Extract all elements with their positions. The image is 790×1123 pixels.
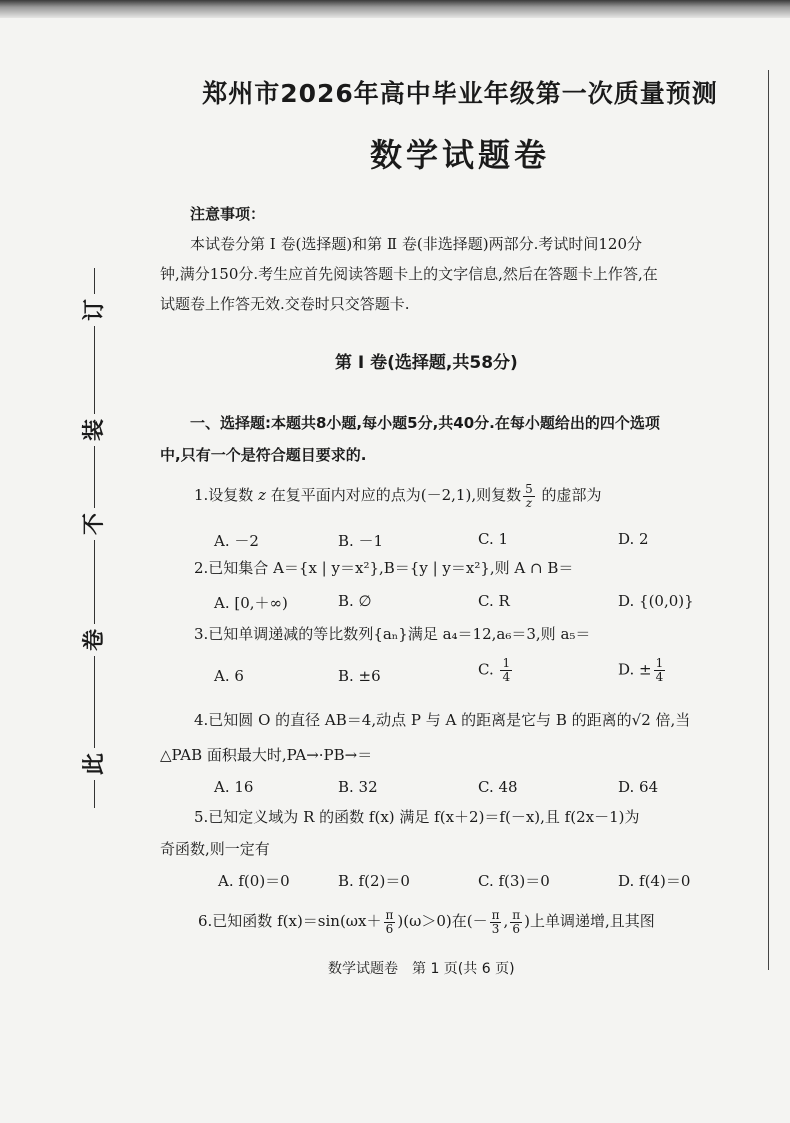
option-b: B. 32 <box>338 778 378 796</box>
section-instruction: 中,只有一个是符合题目要求的. <box>160 446 367 464</box>
option-b: B. ∅ <box>338 592 372 610</box>
sqrt-2: √2 <box>631 711 651 729</box>
question-4 <box>194 703 690 737</box>
notice-line: 试题卷上作答无效.交卷时只交答题卡. <box>160 295 410 313</box>
question-6 <box>198 904 655 938</box>
numerator: 1 <box>502 656 511 670</box>
binding-char: 不 <box>79 508 111 540</box>
denominator: 3 <box>491 921 500 936</box>
option-c: C. 1 <box>478 530 509 548</box>
fraction <box>510 909 522 936</box>
option-label: D. ± <box>618 660 652 679</box>
option-d <box>618 657 667 684</box>
denominator: z <box>525 495 533 510</box>
notice-line: 本试卷分第 Ⅰ 卷(选择题)和第 Ⅱ 卷(非选择题)两部分.考试时间120分 <box>190 235 643 253</box>
binding-char: 卷 <box>79 624 111 656</box>
q6-text: , <box>503 912 509 930</box>
option-a: A. 16 <box>214 778 254 796</box>
option-b: B. ±6 <box>338 667 381 685</box>
q6-text: 6.已知函数 f(x)＝sin(ωx＋ <box>198 912 382 930</box>
option-c <box>478 657 514 684</box>
q4-text: 倍,当 <box>650 711 691 729</box>
q4-text: 4.已知圆 O 的直径 AB＝4,动点 P 与 A 的距离是它与 B 的距离的 <box>194 711 632 729</box>
notice-line: 钟,满分150分.考生应首先阅读答题卡上的文字信息,然后在答题卡上作答,在 <box>160 265 658 283</box>
fraction <box>500 657 512 684</box>
scan-top-edge <box>0 0 790 18</box>
question-5-cont: 奇函数,则一定有 <box>160 840 270 858</box>
page-footer: 数学试题卷 第 1 页(共 6 页) <box>328 961 515 977</box>
q1-text: 1.设复数 <box>194 486 259 504</box>
notice-heading: 注意事项： <box>190 205 266 223</box>
denominator: 6 <box>512 921 521 936</box>
numerator: 5 <box>525 481 533 496</box>
option-a: A. －2 <box>214 532 259 550</box>
numerator: 1 <box>655 656 664 670</box>
question-1 <box>194 478 602 512</box>
option-d: D. 64 <box>618 778 659 796</box>
section-instruction: 一、选择题:本题共8小题,每小题5分,共40分.在每小题给出的四个选项 <box>190 414 660 432</box>
denominator: 4 <box>502 670 511 684</box>
option-c: C. 48 <box>478 778 518 796</box>
fraction <box>384 909 396 936</box>
numerator: π <box>491 907 500 922</box>
fraction <box>654 657 666 684</box>
option-a: A. f(0)＝0 <box>218 872 290 890</box>
q1-text: 在复平面内对应的点为(－2,1),则复数 <box>266 486 522 504</box>
option-a: A. [0,＋∞) <box>214 594 288 612</box>
denominator: 6 <box>385 921 394 936</box>
question-2: 2.已知集合 A＝{x | y＝x²},B＝{y | y＝x²},则 A ∩ B＝ <box>194 559 574 577</box>
question-5: 5.已知定义域为 R 的函数 f(x) 满足 f(x＋2)＝f(－x),且 f(2x－1)为 <box>194 808 640 826</box>
q6-text: )上单调递增,且其图 <box>524 912 655 930</box>
margin-rule <box>768 70 769 970</box>
part-title: 第 Ⅰ 卷(选择题,共58分) <box>335 353 518 373</box>
denominator: 4 <box>655 670 664 684</box>
option-d: D. {(0,0)} <box>618 592 694 610</box>
exam-title: 郑州市2026年高中毕业年级第一次质量预测 <box>202 79 718 108</box>
q1-var: z <box>258 486 266 504</box>
q1-text: 的虚部为 <box>536 486 602 504</box>
fraction <box>490 909 502 936</box>
numerator: π <box>512 907 521 922</box>
question-4-cont: △PAB 面积最大时,PA→·PB→＝ <box>160 746 373 764</box>
question-3: 3.已知单调递减的等比数列{aₙ}满足 a₄＝12,a₆＝3,则 a₅＝ <box>194 625 591 643</box>
fraction <box>523 483 535 510</box>
binding-char: 装 <box>79 414 111 446</box>
option-d: D. 2 <box>618 530 649 548</box>
binding-char: 此 <box>79 748 111 780</box>
exam-subtitle: 数学试题卷 <box>369 136 550 174</box>
option-c: C. R <box>478 592 510 610</box>
option-b: B. f(2)＝0 <box>338 872 410 890</box>
binding-char: 订 <box>79 294 111 326</box>
option-b: B. －1 <box>338 532 384 550</box>
numerator: π <box>385 907 394 922</box>
binding-line <box>75 268 115 808</box>
option-a: A. 6 <box>214 667 244 685</box>
q6-text: )(ω＞0)在(－ <box>397 912 488 930</box>
option-label: C. <box>478 660 499 679</box>
option-d: D. f(4)＝0 <box>618 872 691 890</box>
option-c: C. f(3)＝0 <box>478 872 550 890</box>
